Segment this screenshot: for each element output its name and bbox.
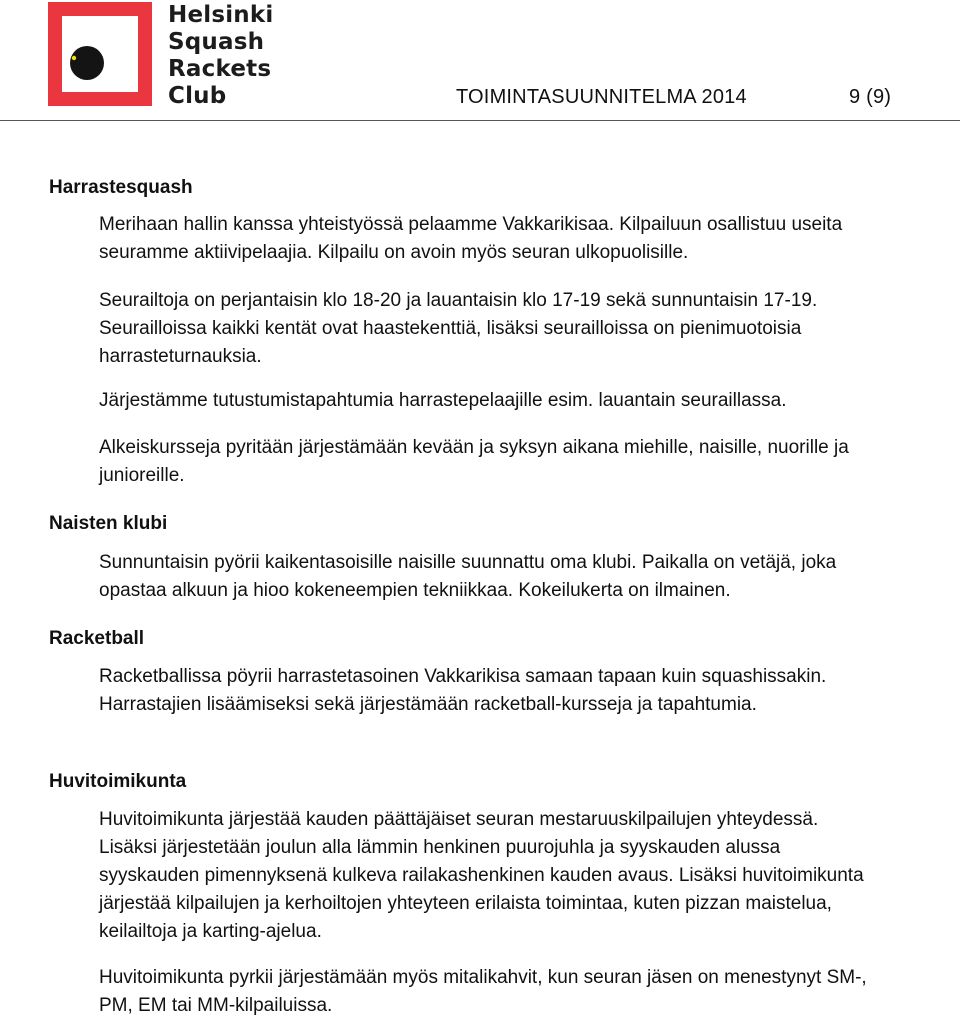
document-title: TOIMINTASUUNNITELMA 2014 bbox=[456, 86, 747, 108]
heading-harrastesquash: Harrastesquash bbox=[49, 177, 193, 198]
club-name-line-2: Squash bbox=[168, 29, 265, 55]
paragraph: Sunnuntaisin pyörii kaikentasoisille naisille suunnattu oma klubi. Paikalla on vetäjä, joka opastaa alkuun ja hioo kokeneempien tekniikkaa. Kokeilukerta on ilmainen. bbox=[99, 552, 837, 601]
club-name-line-4: Club bbox=[168, 83, 227, 109]
club-name bbox=[168, 2, 273, 110]
paragraph: Huvitoimikunta pyrkii järjestämään myös mitalikahvit, kun seuran jäsen on menestynyt SM-, PM, EM tai MM-kilpailuissa. bbox=[99, 967, 867, 1016]
heading-huvitoimikunta: Huvitoimikunta bbox=[49, 771, 187, 792]
paragraph: Racketballissa pöyrii harrastetasoinen Vakkarikisa samaan tapaan kuin squashissakin. Harrastajien lisäämiseksi sekä järjestämään racketball-kursseja ja tapahtumia. bbox=[99, 666, 827, 715]
header-divider bbox=[0, 120, 960, 121]
paragraph: Huvitoimikunta järjestää kauden päättäjäiset seuran mestaruuskilpailujen yhteydessä. Lisäksi järjestetään joulun alla lämmin henkinen puurojuhla ja syyskauden alussa syyskauden pimennyksenä kulkeva railakashenkinen kauden avaus. Lisäksi huvitoimikunta järjestää kilpailujen ja kerhoiltojen yhteyteen erilaista toimintaa, kuten pizzan maistelua, keilailtoja ja karting-ajelua. bbox=[99, 809, 864, 942]
paragraph: Seurailtoja on perjantaisin klo 18-20 ja lauantaisin klo 17-19 sekä sunnuntaisin 17-19. Seurailloissa kaikki kentät ovat haastekenttiä, lisäksi seurailloissa on pienimuotoisia harrasteturnauksia. bbox=[99, 290, 818, 367]
club-name-line-3: Rackets bbox=[168, 56, 272, 82]
squash-ball-logo-icon bbox=[48, 2, 152, 106]
logo-ball-dot bbox=[72, 56, 76, 60]
paragraph: Järjestämme tutustumistapahtumia harrastepelaajille esim. lauantain seuraillassa. bbox=[99, 390, 787, 411]
paragraph: Merihaan hallin kanssa yhteistyössä pelaamme Vakkarikisaa. Kilpailuun osallistuu useita seuramme aktiivipelaajia. Kilpailu on avoin myös seuran ulkopuolisille. bbox=[99, 214, 843, 263]
heading-naisten-klubi: Naisten klubi bbox=[49, 513, 168, 534]
club-name-line-1: Helsinki bbox=[168, 2, 274, 28]
heading-racketball: Racketball bbox=[49, 628, 145, 649]
logo-ball bbox=[70, 46, 104, 80]
club-logo bbox=[48, 2, 152, 106]
page-number: 9 (9) bbox=[849, 86, 892, 108]
paragraph: Alkeiskursseja pyritään järjestämään kevään ja syksyn aikana miehille, naisille, nuorille ja junioreille. bbox=[99, 437, 849, 486]
